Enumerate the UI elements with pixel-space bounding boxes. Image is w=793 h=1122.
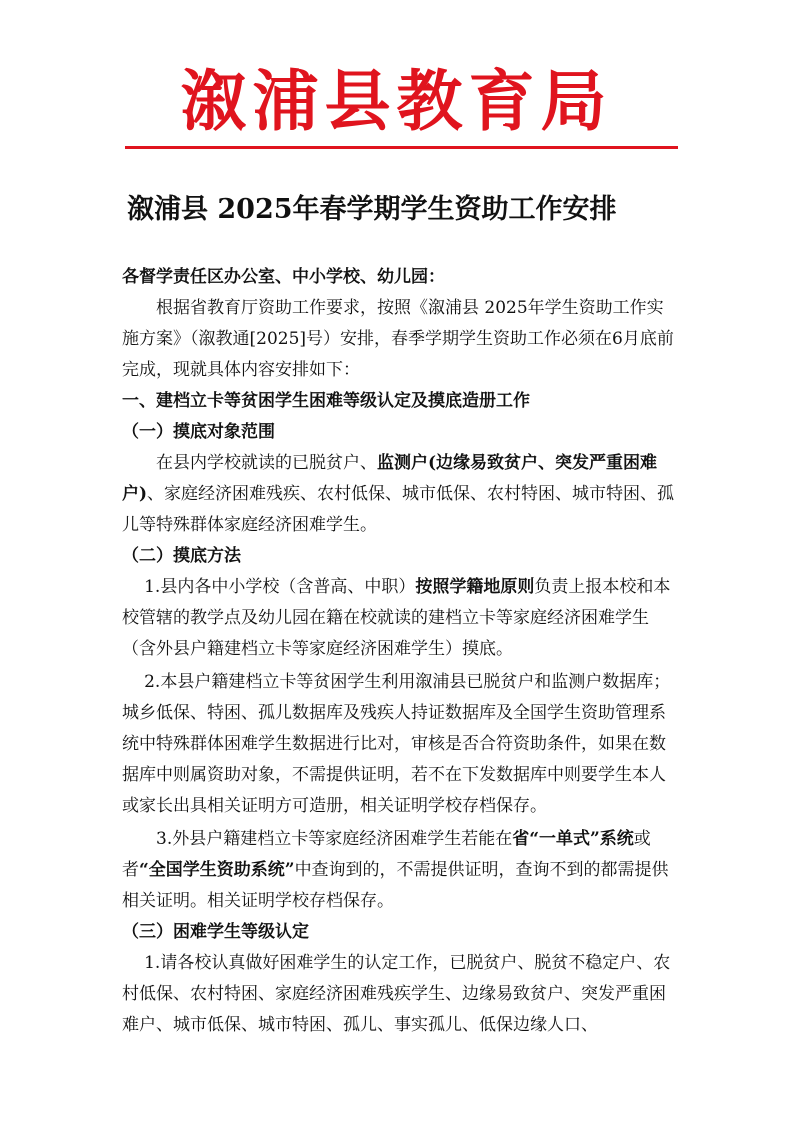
scope-paragraph bbox=[122, 448, 677, 541]
method-item-1-a: 1.县内各中小学校（含普高、中职） bbox=[144, 577, 416, 597]
method-item-3-e: 中查询到的，不需提供证明，查询不到的都需提供相关证明。相关证明学校存档保存。 bbox=[122, 860, 669, 911]
subsection-2-heading: （二）摸底方法 bbox=[122, 546, 241, 566]
letterhead-red-rule bbox=[125, 146, 678, 149]
method-item-2: 2.本县户籍建档立卡等贫困学生利用溆浦县已脱贫户和监测户数据库；城乡低保、特困、孤儿数据库及残疾人持证数据库及全国学生资助管理系统中特殊群体困难学生数据进行比对，审核是否合符资助条件，如果在数据库中则属资助对象，不需提供证明，若不在下发数据库中则要学生本人或家长出具相关证明方可造册，相关证明学校存档保存。 bbox=[122, 672, 671, 816]
scope-text-a: 在县内学校就读的已脱贫户、 bbox=[156, 453, 377, 473]
subsection-1-heading: （一）摸底对象范围 bbox=[122, 422, 275, 442]
method-item-3 bbox=[122, 824, 677, 917]
section-1-heading: 一、建档立卡等贫困学生困难等级认定及摸底造册工作 bbox=[122, 391, 530, 411]
scope-text-bold: 监测户(边缘易致贫户、突发严重困难户) bbox=[122, 453, 658, 504]
method-item-1 bbox=[122, 572, 677, 665]
method-item-3-bold-2: “全国学生资助系统” bbox=[139, 860, 295, 880]
identification-item-1: 1.请各校认真做好困难学生的认定工作，已脱贫户、脱贫不稳定户、农村低保、农村特困、家庭经济困难残疾学生、边缘易致贫户、突发严重困难户、城市低保、城市特困、孤儿、事实孤儿、低保边缘人口、 bbox=[122, 953, 671, 1035]
intro-paragraph: 根据省教育厅资助工作要求，按照《溆浦县 2025年学生资助工作实施方案》（溆教通[2025]号）安排，春季学期学生资助工作必须在6月底前完成，现就具体内容安排如下： bbox=[122, 298, 674, 380]
method-item-3-c: 或者 bbox=[122, 829, 651, 880]
salutation: 各督学责任区办公室、中小学校、幼儿园： bbox=[122, 267, 445, 287]
method-item-3-bold-1: 省“一单式”系统 bbox=[512, 829, 634, 849]
subsection-3-heading: （三）困难学生等级认定 bbox=[122, 922, 309, 942]
scope-text-c: 、家庭经济困难残疾、农村低保、城市低保、农村特困、城市特困、孤儿等特殊群体家庭经济困难学生。 bbox=[122, 484, 675, 535]
method-item-1-bold: 按照学籍地原则 bbox=[415, 577, 535, 597]
method-item-3-a: 3.外县户籍建档立卡等家庭经济困难学生若能在 bbox=[156, 829, 513, 849]
document-body bbox=[122, 262, 677, 1041]
method-item-1-c: 负责上报本校和本校管辖的教学点及幼儿园在籍在校就读的建档立卡等家庭经济困难学生（含外县户籍建档立卡等家庭经济困难学生）摸底。 bbox=[122, 577, 671, 659]
letterhead-org-name: 溆浦县教育局 bbox=[180, 63, 613, 140]
document-title: 溆浦县 2025年春学期学生资助工作安排 bbox=[127, 194, 617, 225]
